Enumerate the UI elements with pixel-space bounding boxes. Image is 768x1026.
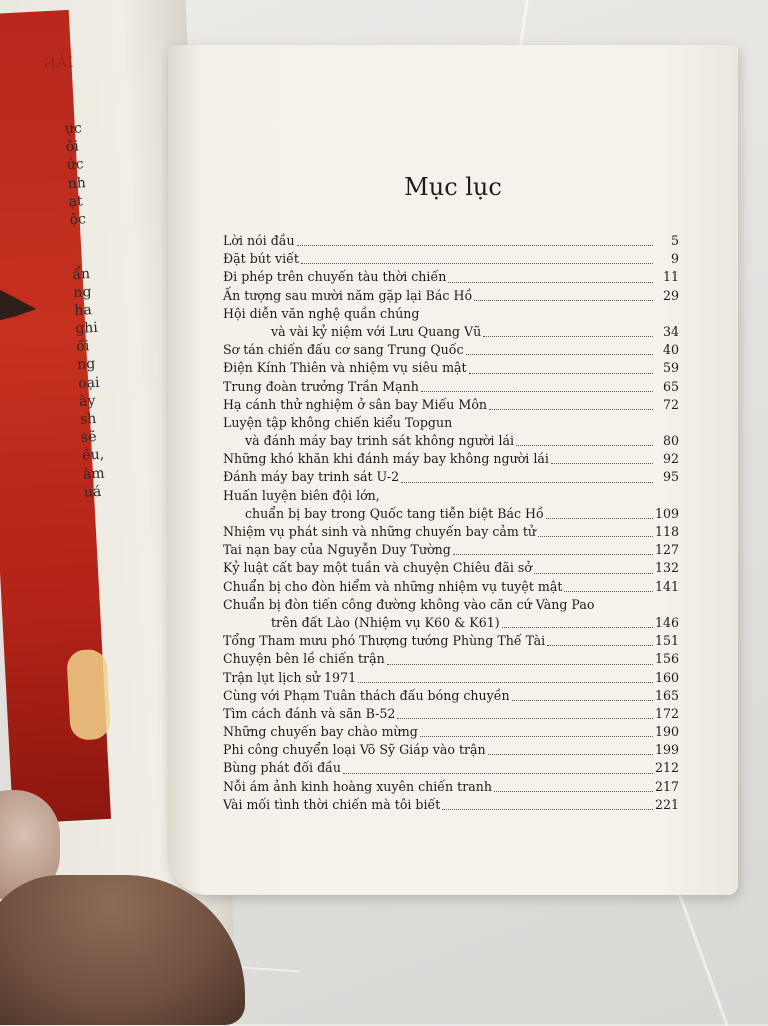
toc-entry-title: Ấn tượng sau mười năm gặp lại Bác Hồ	[223, 287, 473, 303]
toc-entry-title: Tìm cách đánh và săn B-52	[223, 705, 396, 721]
toc-dot-leader	[516, 433, 653, 446]
toc-dot-leader	[546, 506, 653, 519]
toc-entry	[223, 632, 679, 650]
toc-dot-leader	[442, 797, 653, 810]
left-page-fragment: ng	[76, 356, 96, 374]
toc-entry-title: và đánh máy bay trinh sát không người lái	[245, 433, 515, 449]
toc-dot-leader	[512, 688, 653, 701]
toc-entry-title: Sơ tán chiến đấu cơ sang Trung Quốc	[223, 342, 464, 358]
left-page-fragment: àm	[82, 465, 105, 483]
toc-entry	[223, 232, 679, 250]
toc-dot-leader	[387, 652, 653, 665]
toc-entry-page: 118	[654, 524, 679, 539]
toc-entry-page: 172	[654, 705, 679, 721]
toc-entry	[223, 778, 679, 796]
toc-entry-title: Đặt bút viết	[223, 251, 299, 267]
toc-dot-leader	[297, 233, 653, 246]
toc-entry	[223, 341, 679, 359]
toc-dot-leader	[502, 615, 653, 628]
toc-entry	[223, 305, 679, 341]
toc-entry-page: 65	[662, 378, 679, 394]
toc-entry	[223, 414, 679, 450]
toc-dot-leader	[301, 251, 653, 264]
toc-page	[168, 45, 738, 895]
toc-entry-page: 146	[654, 614, 679, 630]
toc-entry	[223, 250, 679, 268]
toc-dot-leader	[538, 524, 653, 537]
toc-entry	[223, 559, 679, 577]
left-page-fragment: ức	[66, 156, 85, 174]
left-page-fragment: sh	[79, 410, 97, 428]
toc-dot-leader	[483, 324, 653, 337]
left-page-fragment: ộc	[69, 211, 87, 229]
toc-entry	[223, 268, 679, 286]
left-page-fragment: ực	[64, 120, 83, 138]
toc-entry-title: Trung đoàn trưởng Trần Mạnh	[223, 378, 419, 394]
toc-entry-page: 9	[670, 251, 679, 267]
floor-tile-seam	[674, 884, 728, 1026]
toc-entry	[223, 287, 679, 305]
toc-entry-title: Đánh máy bay trinh sát U-2	[223, 469, 400, 485]
toc-dot-leader	[551, 451, 653, 464]
toc-dot-leader	[494, 779, 653, 792]
left-page-fragment: ối	[75, 338, 90, 356]
toc-dot-leader	[466, 342, 653, 355]
toc-entry-title: Những khó khăn khi đánh máy bay không người lái	[223, 451, 549, 467]
toc-entry-page: 190	[654, 724, 679, 740]
fighter-jet-illustration	[0, 267, 37, 330]
toc-entry-page: 5	[670, 233, 679, 248]
toc-entry-page: 156	[654, 651, 679, 667]
left-page-fragment: ều,	[81, 446, 105, 465]
toc-entry-page: 212	[654, 760, 679, 776]
toc-dot-leader	[401, 470, 653, 483]
toc-entry-title: Kỷ luật cất bay một tuần và chuyện Chiêu đãi sở	[223, 560, 532, 576]
toc-entry-title: Vài mối tình thời chiến mà tôi biết	[223, 796, 441, 812]
toc-entry-page: 127	[654, 542, 679, 558]
toc-entry	[223, 759, 679, 777]
toc-entry	[223, 669, 679, 687]
toc-entry-title: Luyện tập không chiến kiểu Topgun	[223, 414, 453, 430]
toc-entry-page: 221	[654, 796, 679, 812]
toc-entry-title: Nỗi ám ảnh kinh hoàng xuyên chiến tranh	[223, 778, 492, 794]
toc-entry	[223, 359, 679, 377]
toc-entry-title: Lời nói đầu	[223, 233, 295, 248]
table-of-contents	[223, 232, 679, 814]
toc-entry-page: 72	[662, 396, 679, 412]
toc-entry	[223, 450, 679, 468]
toc-entry-title: Huấn luyện biên đội lớn,	[223, 487, 380, 503]
toc-dot-leader	[564, 579, 653, 592]
left-page-fragment: ạt	[68, 193, 84, 210]
toc-dot-leader	[420, 724, 653, 737]
toc-entry	[223, 578, 679, 596]
toc-dot-leader	[489, 397, 653, 410]
toc-entry-title: Cùng với Phạm Tuân thách đấu bóng chuyền	[223, 687, 510, 703]
toc-entry	[223, 687, 679, 705]
toc-entry-title: Bùng phát đối đầu	[223, 760, 341, 776]
toc-dot-leader	[534, 561, 653, 574]
toc-entry-page: 80	[662, 433, 679, 449]
left-page-fragment: ng	[73, 283, 92, 301]
toc-entry-title: Đi phép trên chuyến tàu thời chiến	[223, 269, 447, 285]
toc-dot-leader	[474, 288, 653, 301]
toc-entry	[223, 596, 679, 632]
toc-entry	[223, 723, 679, 741]
toc-entry	[223, 650, 679, 668]
toc-dot-leader	[547, 633, 653, 646]
left-page-fragment: ghi	[74, 319, 99, 337]
left-page-fragment	[70, 227, 111, 247]
toc-entry-page: 151	[654, 633, 679, 649]
left-page-fragment: ày	[78, 392, 96, 410]
toc-entry-title: Chuẩn bị cho đòn hiểm và những nhiệm vụ tuyệt mật	[223, 578, 563, 594]
toc-entry-title: Nhiệm vụ phát sinh và những chuyến bay cảm tử	[223, 524, 536, 539]
toc-entry-title: Tổng Tham mưu phó Thượng tướng Phùng Thế Tài	[223, 633, 546, 649]
toc-entry	[223, 796, 679, 814]
toc-entry	[223, 705, 679, 723]
cover-gold-lettering	[66, 649, 111, 741]
toc-entry	[223, 468, 679, 486]
left-page-fragment: ẩn	[72, 265, 91, 283]
toc-entry-page: 95	[662, 469, 679, 485]
left-page-fragment: nh	[67, 174, 87, 192]
toc-entry-page: 29	[662, 287, 679, 303]
toc-dot-leader	[469, 361, 653, 374]
toc-entry-page: 141	[654, 578, 679, 594]
toc-entry-title: và vài kỷ niệm với Lưu Quang Vũ	[271, 323, 482, 339]
toc-entry-page: 109	[654, 505, 679, 521]
toc-dot-leader	[453, 542, 653, 555]
toc-entry-page: 217	[654, 778, 679, 794]
toc-entry-page: 59	[662, 360, 679, 376]
toc-entry-page: 199	[654, 742, 679, 758]
toc-entry-title: Trận lụt lịch sử 1971	[223, 669, 357, 685]
left-page-fragment: uá	[83, 483, 102, 501]
toc-entry-title: trên đất Lào (Nhiệm vụ K60 & K61)	[271, 614, 500, 630]
toc-entry-title: Chuẩn bị đòn tiến công đường không vào căn cứ Vàng Pao	[223, 596, 595, 612]
left-page-fragment: oại	[77, 374, 100, 392]
left-page-header: HÁI	[43, 54, 75, 73]
toc-dot-leader	[358, 670, 653, 683]
toc-entry-title: Phi công chuyển loại Võ Sỹ Giáp vào trận	[223, 742, 486, 758]
toc-entry	[223, 541, 679, 559]
toc-entry	[223, 523, 679, 541]
toc-entry	[223, 487, 679, 523]
toc-dot-leader	[397, 706, 653, 719]
toc-dot-leader	[421, 379, 653, 392]
toc-entry-page: 11	[662, 269, 679, 285]
toc-entry-title: Điện Kính Thiên và nhiệm vụ siêu mật	[223, 360, 467, 376]
left-page-fragment: ha	[73, 301, 93, 319]
toc-entry-title: Những chuyến bay chào mừng	[223, 724, 418, 740]
toc-entry	[223, 741, 679, 759]
page-title: Mục lục	[404, 173, 502, 201]
left-page-fragment: sẽ	[80, 429, 97, 446]
toc-entry-title: chuẩn bị bay trong Quốc tang tiễn biệt Bác Hồ	[245, 505, 544, 521]
toc-entry-page: 165	[654, 687, 679, 703]
left-page-fragment	[71, 245, 112, 265]
toc-entry-title: Hạ cánh thử nghiệm ở sân bay Miếu Môn	[223, 396, 488, 412]
toc-dot-leader	[488, 742, 653, 755]
toc-entry	[223, 378, 679, 396]
toc-entry-title: Hội diễn văn nghệ quần chúng	[223, 305, 420, 321]
toc-entry-page: 132	[654, 560, 679, 576]
toc-dot-leader	[448, 270, 653, 283]
toc-entry-title: Chuyện bên lề chiến trận	[223, 651, 385, 667]
toc-entry-page: 160	[654, 669, 679, 685]
left-page-fragment: ôi	[65, 138, 80, 156]
toc-entry-page: 34	[662, 323, 679, 339]
toc-entry-page: 40	[662, 342, 679, 358]
toc-dot-leader	[343, 761, 653, 774]
toc-entry-page: 92	[662, 451, 679, 467]
toc-entry	[223, 396, 679, 414]
toc-entry-title: Tai nạn bay của Nguyễn Duy Tường	[223, 542, 451, 558]
